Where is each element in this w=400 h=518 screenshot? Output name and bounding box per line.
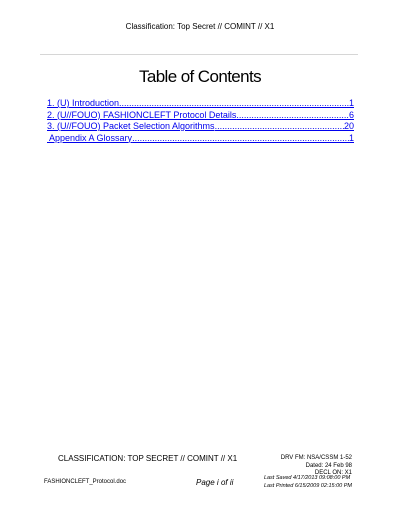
page-current: i	[216, 478, 219, 487]
toc-entry-label: 1. (U) Introduction	[47, 98, 120, 108]
toc-entry-page: 1	[348, 98, 354, 108]
toc-entry-page: 20	[343, 121, 354, 131]
toc-entry-page: 6	[348, 109, 354, 120]
toc-entry-packet-selection[interactable]	[47, 121, 354, 133]
page-number	[196, 478, 233, 487]
header-divider	[40, 54, 358, 55]
toc-entry-glossary[interactable]	[47, 133, 354, 145]
decl-on: DECL ON: X1	[314, 470, 352, 476]
toc-leader-dots	[236, 110, 349, 122]
toc-entry-page: 1	[348, 132, 354, 143]
footer-classification: CLASSIFICATION: TOP SECRET // COMINT // X1	[58, 454, 238, 463]
last-printed: Last Printed 6/15/2009 02:15:00 PM	[263, 483, 352, 489]
last-saved: Last Saved 4/17/2013 09:08:00 PM	[263, 475, 351, 481]
toc-entry-protocol-details[interactable]	[47, 110, 354, 122]
page-total: ii	[229, 478, 234, 487]
page-label: Page	[196, 478, 215, 487]
toc-leader-dots	[215, 121, 344, 133]
toc-leader-dots	[119, 98, 349, 110]
toc-entry-label: 3. (U//FOUO) Packet Selection Algorithms	[47, 121, 215, 131]
toc-entry-introduction[interactable]	[47, 98, 354, 110]
header-classification: Classification: Top Secret // COMINT // X1	[125, 22, 275, 31]
toc-entry-label: 2. (U//FOUO) FASHIONCLEFT Protocol Details	[47, 109, 237, 120]
toc-title: Table of Contents	[138, 67, 262, 86]
toc-leader-dots	[132, 133, 349, 145]
save-info	[264, 474, 352, 490]
dated: Dated: 24 Feb 98	[305, 462, 352, 469]
table-of-contents	[47, 98, 354, 144]
page-of: of	[220, 478, 228, 487]
drv-fm: DRV FM: NSA/CSSM 1-52	[280, 455, 352, 461]
footer-filename: FASHIONCLEFT_Protocol.doc	[44, 479, 127, 485]
toc-entry-label: Appendix A Glossary	[47, 132, 133, 143]
